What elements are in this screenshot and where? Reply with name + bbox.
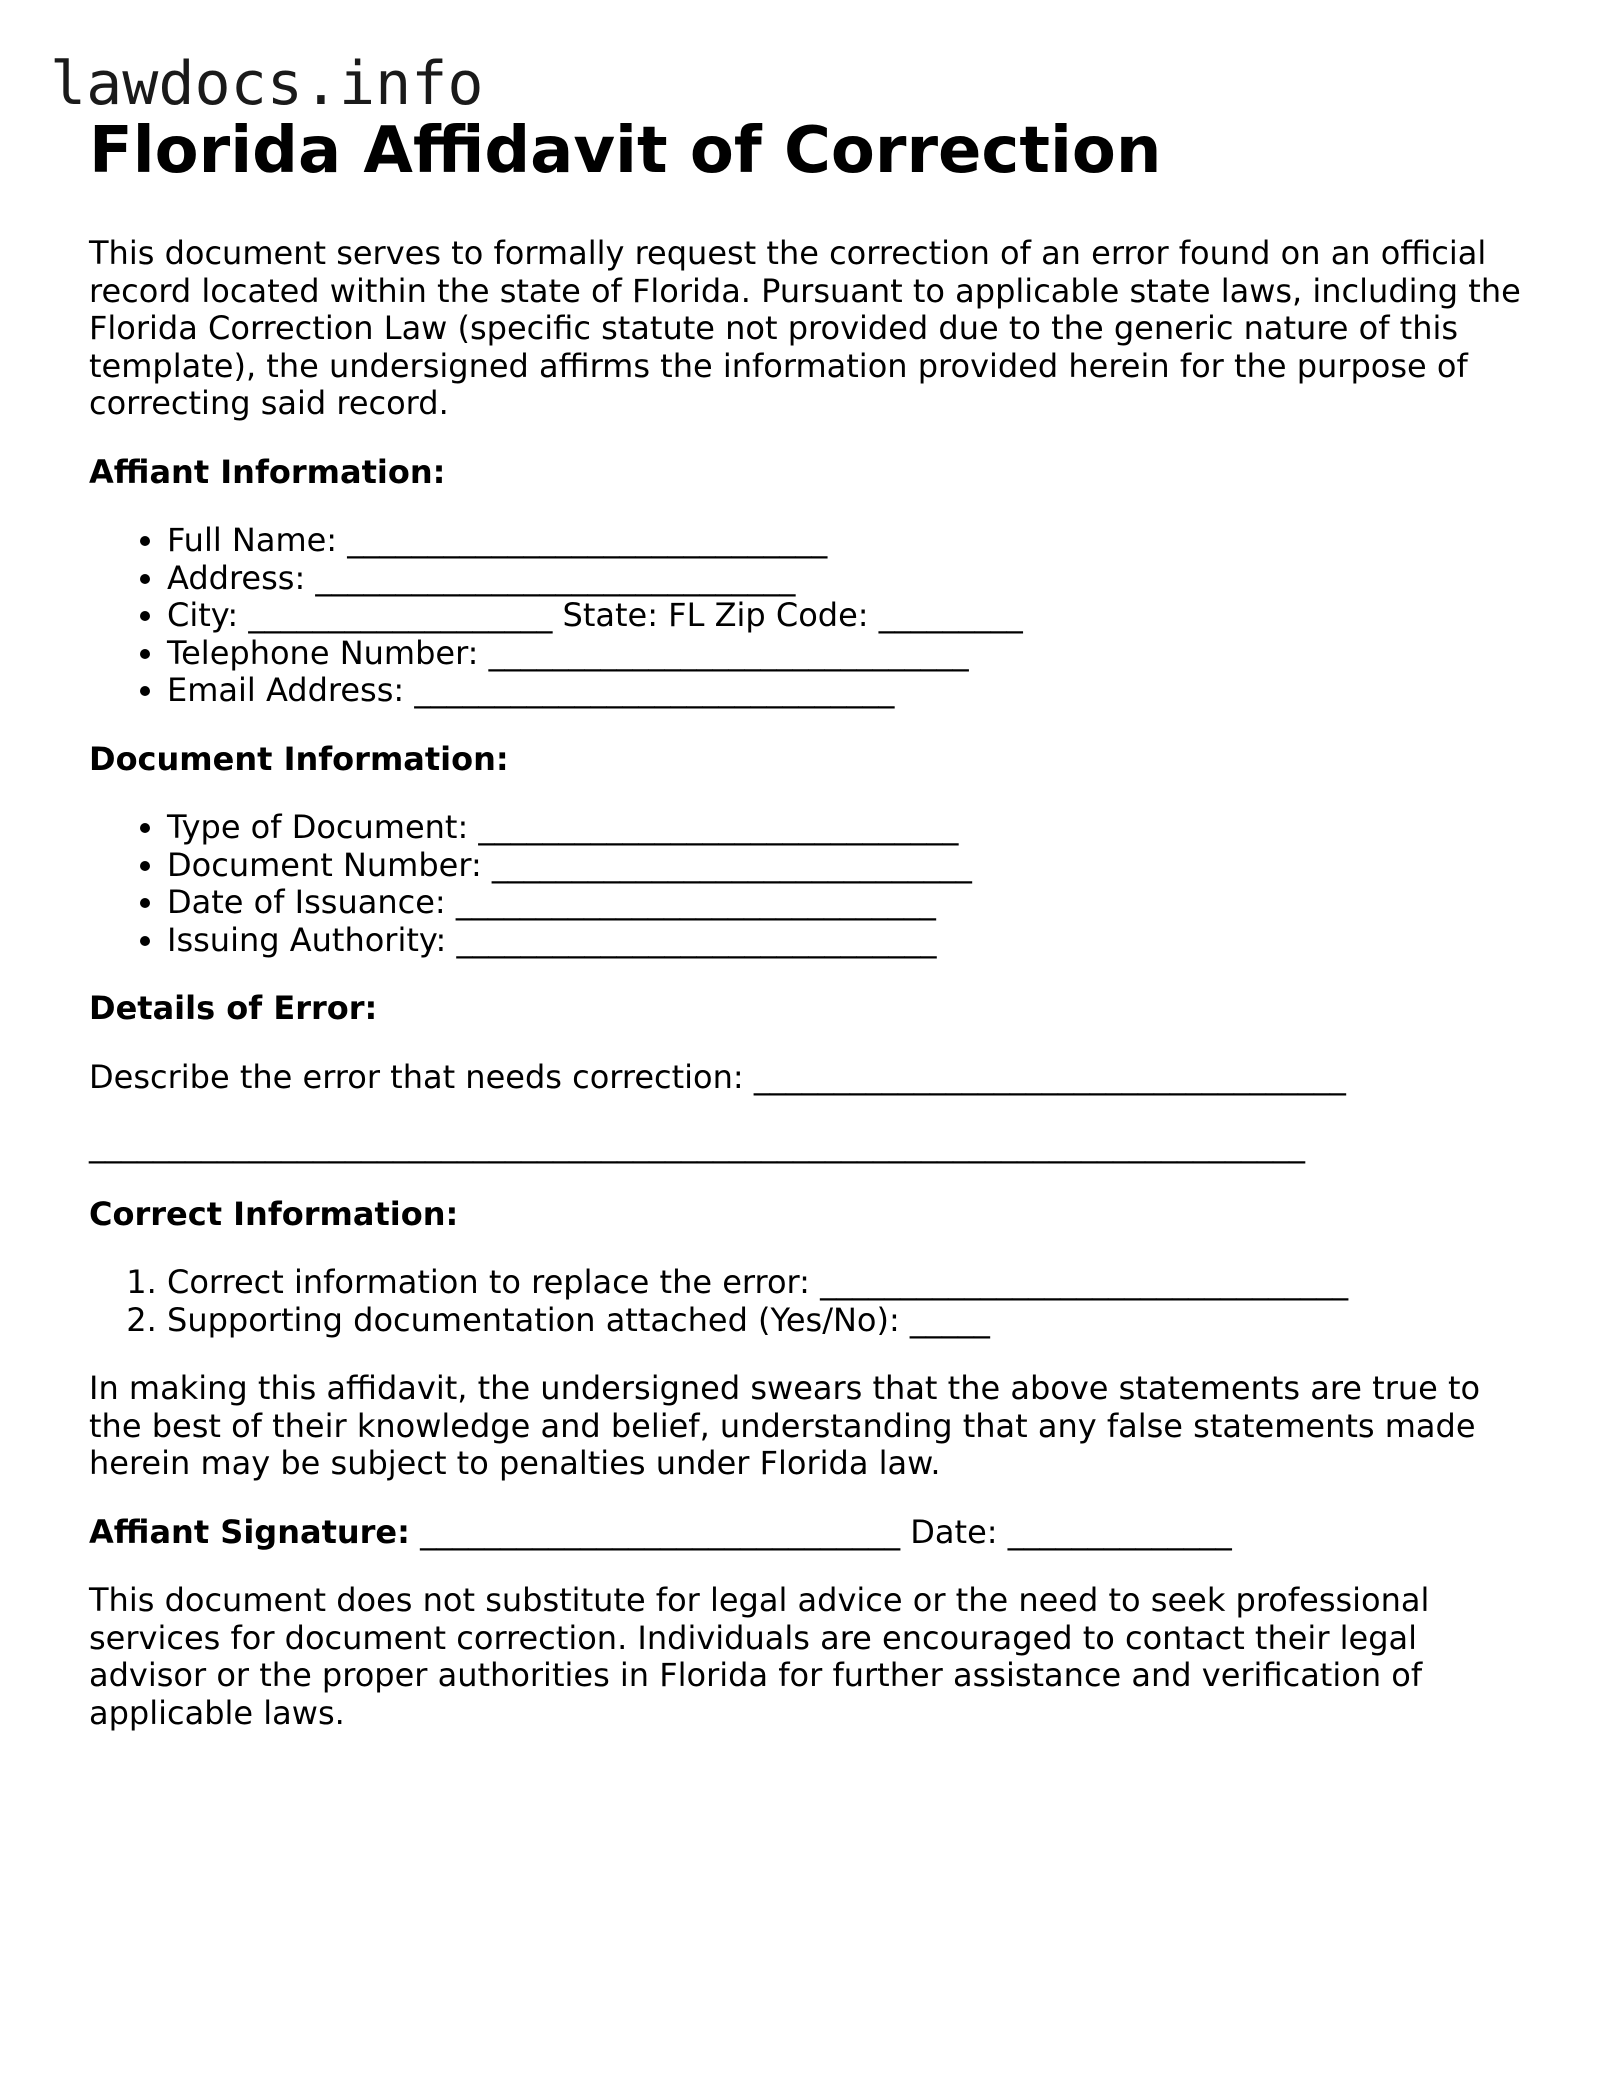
list-item: 2. Supporting documentation attached (Yes/No): _____	[167, 1302, 1529, 1340]
signature-line	[89, 1514, 1529, 1552]
list-item: 1. Correct information to replace the error: _________________________________	[167, 1264, 1529, 1302]
affiant-list	[89, 522, 1529, 710]
list-item: • Address: ______________________________	[167, 560, 1529, 598]
error-blank-line: ____________________________________________________________________________	[89, 1126, 1305, 1164]
correct-heading: Correct Information:	[89, 1194, 459, 1233]
document-heading: Document Information:	[89, 739, 509, 778]
oath-paragraph: In making this affidavit, the undersigned swears that the above statements are true to the best of their knowledge and belief, understanding that any false statements made herein may be subject to penalties under Florida law.	[89, 1369, 1481, 1482]
signature-label: Affiant Signature:	[89, 1512, 410, 1551]
list-item: • Email Address: ______________________________	[167, 672, 1529, 710]
page-title: Florida Affidavit of Correction	[89, 114, 1162, 188]
list-item: • Telephone Number: ______________________________	[167, 635, 1529, 673]
list-item: • Document Number: ______________________________	[167, 847, 1529, 885]
error-describe-line: Describe the error that needs correction: _____________________________________	[89, 1057, 1346, 1096]
list-item: • Full Name: ______________________________	[167, 522, 1529, 560]
list-item: • Type of Document: ______________________________	[167, 809, 1529, 847]
signature-blanks: ______________________________ Date: ______________	[409, 1512, 1232, 1551]
list-item: • City: ___________________ State: FL Zip Code: _________	[167, 597, 1529, 635]
site-watermark: lawdocs.info	[50, 49, 484, 119]
affiant-heading: Affiant Information:	[89, 452, 446, 491]
document-body	[89, 112, 1529, 1732]
error-heading: Details of Error:	[89, 989, 378, 1027]
document-list	[89, 809, 1529, 959]
list-item: • Date of Issuance: ______________________________	[167, 884, 1529, 922]
list-item: • Issuing Authority: ______________________________	[167, 922, 1529, 960]
correct-list	[89, 1264, 1529, 1339]
intro-paragraph: This document serves to formally request the correction of an error found on an official record located within the state of Florida. Pursuant to applicable state laws, including the Florida Correction Law (specific statute not provided due to the generic nature of this template), the undersigned affirms the information provided herein for the purpose of correcting said record.	[89, 234, 1521, 422]
disclaimer-paragraph: This document does not substitute for legal advice or the need to seek professional services for document correction. Individuals are encouraged to contact their legal advisor or the proper authorities in Florida for further assistance and verification of applicable laws.	[89, 1581, 1430, 1732]
